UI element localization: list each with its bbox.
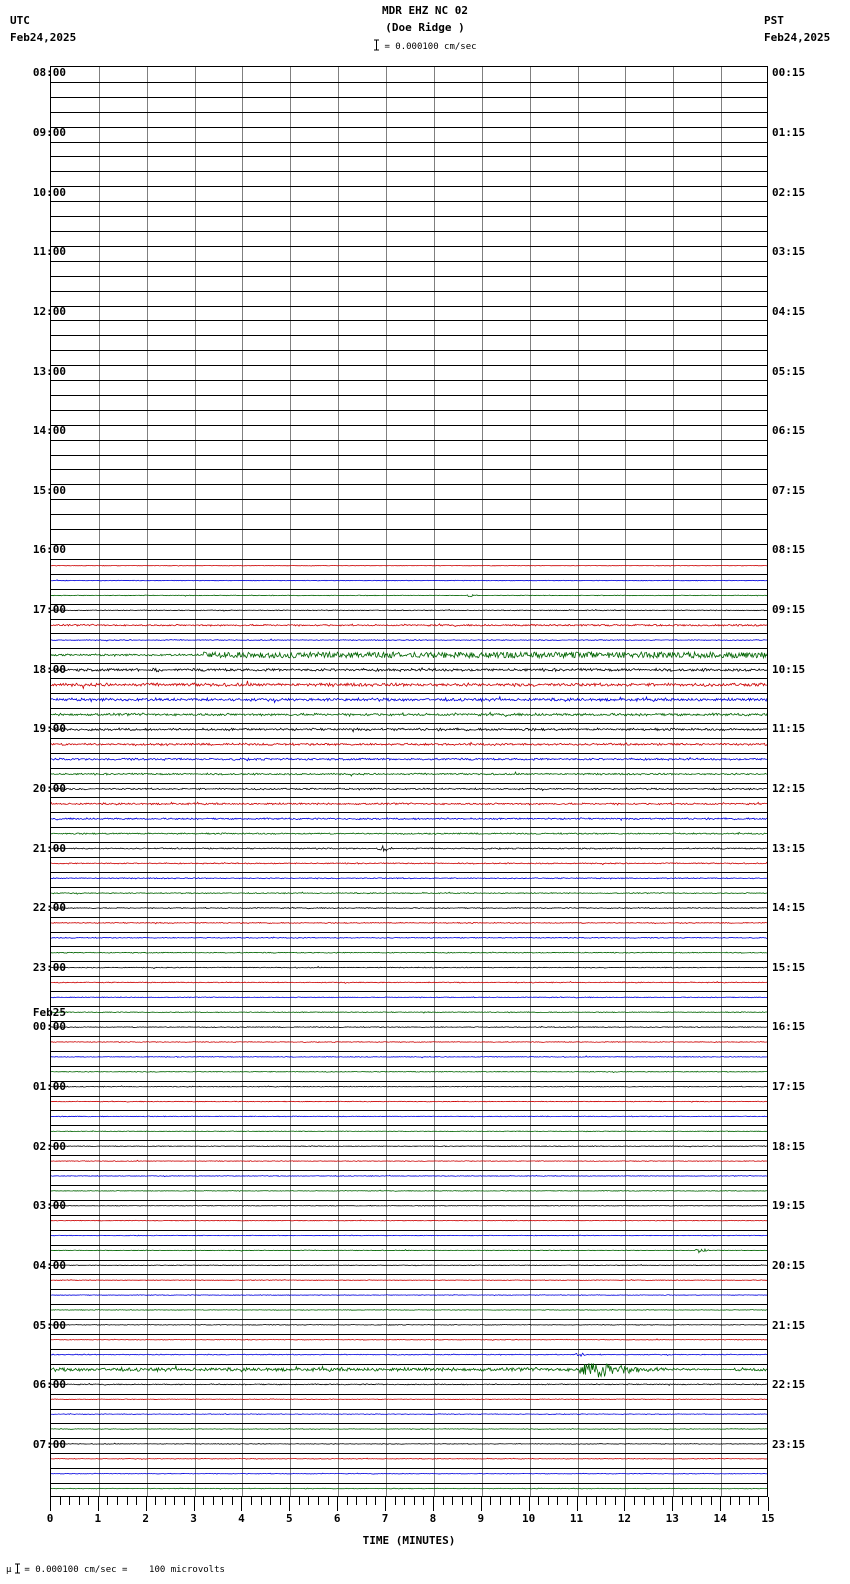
x-tick-label-2: 2	[142, 1512, 150, 1525]
utc-hour-label-14-00: 14:00	[32, 424, 66, 438]
trace-row-81	[51, 1280, 767, 1281]
x-tick-minor-12-4	[663, 1497, 664, 1505]
utc-hour-label-02-00: 02:00	[32, 1139, 66, 1153]
utc-hour-label-08-00: 08:00	[32, 66, 66, 80]
trace-row-89	[51, 1399, 767, 1400]
x-tick-minor-1-3	[127, 1497, 128, 1505]
seismic-trace-layer	[51, 67, 767, 1496]
x-tick-minor-12-1	[634, 1497, 635, 1505]
trace-row-68	[51, 1086, 767, 1087]
x-tick-minor-7-3	[414, 1497, 415, 1505]
x-tick-minor-5-2	[308, 1497, 309, 1505]
x-tick-minor-11-2	[596, 1497, 597, 1505]
pst-hour-label-06-15: 06:15	[772, 424, 806, 438]
x-tick-label-15: 15	[761, 1512, 775, 1525]
x-tick-minor-12-2	[644, 1497, 645, 1505]
trace-row-82	[51, 1295, 767, 1296]
trace-row-95	[51, 1488, 767, 1489]
x-tick-minor-7-4	[423, 1497, 424, 1505]
pst-hour-label-10-15: 10:15	[772, 662, 806, 676]
x-tick-label-12: 12	[617, 1512, 632, 1525]
utc-hour-label-22-00: 22:00	[32, 901, 66, 915]
x-tick-major-12	[624, 1497, 625, 1511]
trace-row-40	[51, 668, 767, 672]
trace-row-34	[51, 580, 767, 581]
x-tick-minor-10-4	[567, 1497, 568, 1505]
trace-row-79	[51, 1249, 767, 1253]
x-tick-major-3	[194, 1497, 195, 1511]
station-title: MDR EHZ NC 02	[381, 4, 469, 17]
trace-row-70	[51, 1116, 767, 1117]
x-tick-label-5: 5	[286, 1512, 293, 1525]
pst-hour-label-00-15: 00:15	[772, 66, 806, 80]
trace-row-62	[51, 997, 767, 998]
utc-hour-label-10-00: 10:00	[32, 185, 66, 199]
x-tick-minor-9-3	[510, 1497, 511, 1505]
trace-row-43	[51, 712, 767, 716]
x-tick-minor-14-2	[739, 1497, 740, 1505]
x-tick-label-6: 6	[333, 1512, 341, 1525]
trace-row-54	[51, 878, 767, 879]
utc-hour-label-09-00: 09:00	[32, 126, 66, 140]
x-tick-minor-5-4	[328, 1497, 329, 1505]
utc-hour-label-21-00: 21:00	[32, 841, 66, 855]
utc-hour-label-17-00: 17:00	[32, 603, 66, 617]
utc-hour-label-16-00: 16:00	[32, 543, 66, 557]
x-tick-minor-9-4	[519, 1497, 520, 1505]
x-tick-minor-9-2	[500, 1497, 501, 1505]
x-tick-major-0	[50, 1497, 51, 1511]
x-tick-minor-8-2	[452, 1497, 453, 1505]
pst-hour-label-18-15: 18:15	[772, 1139, 806, 1153]
x-tick-minor-6-1	[347, 1497, 348, 1505]
x-tick-minor-8-3	[462, 1497, 463, 1505]
utc-hour-label-06-00: 06:00	[32, 1378, 66, 1392]
x-tick-minor-1-2	[117, 1497, 118, 1505]
trace-row-47	[51, 772, 767, 776]
x-tick-minor-13-4	[711, 1497, 712, 1505]
x-tick-minor-11-3	[605, 1497, 606, 1505]
scale-bar-legend	[0, 39, 850, 54]
trace-row-38	[51, 639, 767, 641]
trace-row-71	[51, 1131, 767, 1132]
trace-row-78	[51, 1235, 767, 1236]
trace-row-57	[51, 922, 767, 923]
x-tick-minor-11-1	[586, 1497, 587, 1505]
utc-hour-label-04-00: 04:00	[32, 1258, 66, 1272]
x-tick-minor-6-3	[366, 1497, 367, 1505]
trace-row-83	[51, 1309, 767, 1310]
trace-row-59	[51, 952, 767, 953]
trace-row-67	[51, 1071, 767, 1072]
pst-hour-label-22-15: 22:15	[772, 1378, 806, 1392]
helicorder-plot-area[interactable]	[50, 66, 768, 1497]
trace-row-92	[51, 1443, 767, 1444]
trace-row-60	[51, 967, 767, 969]
trace-row-80	[51, 1265, 767, 1266]
trace-row-84	[51, 1324, 767, 1325]
scale-ibar-icon	[373, 39, 380, 54]
x-tick-minor-13-3	[701, 1497, 702, 1505]
trace-row-46	[51, 758, 767, 761]
footer-ibar-icon	[14, 1563, 21, 1577]
x-tick-minor-4-2	[261, 1497, 262, 1505]
x-tick-minor-3-2	[213, 1497, 214, 1505]
pst-hour-label-21-15: 21:15	[772, 1318, 806, 1332]
x-tick-major-8	[433, 1497, 434, 1511]
trace-row-74	[51, 1175, 767, 1176]
trace-row-86	[51, 1353, 767, 1356]
x-tick-minor-13-2	[691, 1497, 692, 1505]
x-tick-label-0: 0	[46, 1512, 54, 1525]
x-tick-minor-3-4	[232, 1497, 233, 1505]
trace-row-73	[51, 1160, 767, 1161]
utc-hour-label-23-00: 23:00	[32, 960, 66, 974]
trace-row-52	[51, 846, 767, 851]
x-tick-label-8: 8	[429, 1512, 437, 1525]
x-tick-minor-0-4	[88, 1497, 89, 1505]
x-tick-minor-9-1	[490, 1497, 491, 1505]
trace-row-49	[51, 802, 767, 805]
utc-hour-label-00-00: 00:00	[32, 1020, 66, 1034]
trace-row-44	[51, 728, 767, 732]
x-axis-ticks	[50, 1497, 768, 1511]
utc-hour-label-20-00: 20:00	[32, 781, 66, 795]
x-tick-major-14	[720, 1497, 721, 1511]
pst-hour-label-09-15: 09:15	[772, 603, 806, 617]
pst-hour-label-23-15: 23:15	[772, 1437, 806, 1451]
scale-bar-text: = 0.000100 cm/sec	[384, 42, 477, 52]
utc-hour-label-01-00: 01:00	[32, 1080, 66, 1094]
pst-hour-label-13-15: 13:15	[772, 841, 806, 855]
x-tick-minor-1-4	[136, 1497, 137, 1505]
x-tick-major-1	[98, 1497, 99, 1511]
trace-row-58	[51, 937, 767, 938]
trace-row-33	[51, 565, 767, 566]
x-tick-major-10	[529, 1497, 530, 1511]
trace-row-45	[51, 742, 767, 745]
trace-row-37	[51, 624, 767, 627]
x-tick-minor-2-4	[184, 1497, 185, 1505]
x-tick-major-11	[577, 1497, 578, 1511]
pst-hour-label-17-15: 17:15	[772, 1080, 806, 1094]
x-tick-minor-2-3	[174, 1497, 175, 1505]
pst-hour-label-19-15: 19:15	[772, 1199, 806, 1213]
footer-text: = 0.000100 cm/sec = 100 microvolts	[24, 1565, 225, 1575]
trace-row-87	[51, 1363, 767, 1377]
trace-row-77	[51, 1220, 767, 1221]
trace-row-94	[51, 1473, 767, 1474]
pst-hour-label-03-15: 03:15	[772, 245, 806, 259]
x-tick-minor-8-1	[443, 1497, 444, 1505]
pst-hour-label-16-15: 16:15	[772, 1020, 806, 1034]
pst-hour-label-08-15: 08:15	[772, 543, 806, 557]
day-boundary-label: Feb25	[32, 1006, 66, 1020]
x-tick-major-9	[481, 1497, 482, 1511]
utc-hour-label-07-00: 07:00	[32, 1437, 66, 1451]
x-tick-minor-7-1	[395, 1497, 396, 1505]
trace-row-35	[51, 595, 767, 597]
x-tick-major-4	[241, 1497, 242, 1511]
trace-row-39	[51, 652, 767, 658]
trace-row-48	[51, 788, 767, 790]
trace-row-69	[51, 1101, 767, 1102]
x-tick-label-11: 11	[569, 1512, 584, 1525]
x-tick-minor-1-1	[107, 1497, 108, 1505]
x-tick-minor-14-1	[730, 1497, 731, 1505]
x-tick-major-15	[768, 1497, 769, 1511]
x-tick-label-3: 3	[190, 1512, 197, 1525]
trace-row-66	[51, 1056, 767, 1058]
trace-row-90	[51, 1414, 767, 1415]
x-tick-major-5	[289, 1497, 290, 1511]
x-tick-minor-5-3	[318, 1497, 319, 1505]
x-tick-minor-14-3	[749, 1497, 750, 1505]
x-tick-minor-6-2	[356, 1497, 357, 1505]
utc-hour-label-19-00: 19:00	[32, 722, 66, 736]
trace-row-72	[51, 1146, 767, 1147]
x-tick-major-2	[146, 1497, 147, 1511]
x-tick-minor-11-4	[615, 1497, 616, 1505]
x-tick-minor-4-3	[270, 1497, 271, 1505]
x-tick-minor-12-3	[653, 1497, 654, 1505]
utc-hour-label-15-00: 15:00	[32, 483, 66, 497]
x-tick-label-7: 7	[381, 1512, 389, 1525]
footer-scale-note	[6, 1563, 225, 1577]
utc-hour-label-12-00: 12:00	[32, 304, 66, 318]
x-tick-major-13	[672, 1497, 673, 1511]
pst-hour-label-05-15: 05:15	[772, 364, 806, 378]
utc-hour-label-18-00: 18:00	[32, 662, 66, 676]
x-tick-minor-7-2	[404, 1497, 405, 1505]
pst-hour-label-02-15: 02:15	[772, 185, 806, 199]
footer-mu-glyph: µ	[6, 1565, 12, 1575]
x-tick-label-13: 13	[665, 1512, 679, 1525]
pst-hour-label-04-15: 04:15	[772, 304, 806, 318]
utc-hour-label-05-00: 05:00	[32, 1318, 66, 1332]
utc-timezone-label: UTC	[10, 14, 30, 27]
x-tick-minor-10-3	[557, 1497, 558, 1505]
pst-hour-label-15-15: 15:15	[772, 960, 806, 974]
trace-row-63	[51, 1012, 767, 1013]
pst-hour-label-01-15: 01:15	[772, 126, 806, 140]
trace-row-65	[51, 1041, 767, 1042]
trace-row-55	[51, 892, 767, 894]
x-tick-minor-8-4	[471, 1497, 472, 1505]
trace-row-61	[51, 982, 767, 984]
x-tick-minor-3-3	[222, 1497, 223, 1505]
trace-row-85	[51, 1339, 767, 1340]
pst-timezone-label: PST	[764, 14, 784, 27]
trace-row-93	[51, 1458, 767, 1459]
x-tick-label-10: 10	[522, 1512, 536, 1525]
x-tick-minor-6-4	[375, 1497, 376, 1505]
x-tick-minor-4-1	[251, 1497, 252, 1505]
trace-row-50	[51, 818, 767, 821]
x-tick-minor-2-1	[155, 1497, 156, 1505]
x-tick-label-9: 9	[477, 1512, 485, 1525]
x-tick-major-7	[385, 1497, 386, 1511]
x-tick-label-4: 4	[238, 1512, 245, 1525]
x-tick-minor-5-1	[299, 1497, 300, 1505]
utc-date-label: Feb24,2025	[10, 31, 77, 44]
x-tick-minor-14-4	[758, 1497, 759, 1505]
trace-row-53	[51, 862, 767, 865]
x-tick-minor-0-3	[79, 1497, 80, 1505]
x-tick-minor-0-1	[60, 1497, 61, 1505]
utc-hour-label-11-00: 11:00	[32, 245, 66, 259]
pst-hour-label-20-15: 20:15	[772, 1258, 806, 1272]
trace-row-36	[51, 610, 767, 612]
x-tick-label-1: 1	[94, 1512, 102, 1525]
x-tick-minor-10-1	[538, 1497, 539, 1505]
x-tick-minor-10-2	[548, 1497, 549, 1505]
trace-row-75	[51, 1190, 767, 1191]
x-tick-label-14: 14	[713, 1512, 727, 1525]
pst-date-label: Feb24,2025	[764, 31, 831, 44]
pst-hour-label-12-15: 12:15	[772, 781, 806, 795]
utc-hour-label-13-00: 13:00	[32, 364, 66, 378]
station-name: (Doe Ridge )	[385, 21, 465, 34]
trace-row-41	[51, 681, 767, 689]
x-tick-major-6	[337, 1497, 338, 1511]
x-tick-minor-0-2	[69, 1497, 70, 1505]
trace-row-56	[51, 907, 767, 909]
trace-row-64	[51, 1026, 767, 1027]
pst-hour-label-07-15: 07:15	[772, 483, 806, 497]
pst-hour-label-11-15: 11:15	[772, 722, 806, 736]
x-tick-minor-13-1	[682, 1497, 683, 1505]
trace-row-51	[51, 832, 767, 834]
utc-hour-label-03-00: 03:00	[32, 1199, 66, 1213]
x-tick-minor-2-2	[165, 1497, 166, 1505]
trace-row-88	[51, 1384, 767, 1386]
x-axis-title: TIME (MINUTES)	[362, 1534, 456, 1547]
x-tick-minor-3-1	[203, 1497, 204, 1505]
pst-hour-label-14-15: 14:15	[772, 901, 806, 915]
trace-row-42	[51, 697, 767, 703]
trace-row-91	[51, 1428, 767, 1429]
trace-row-76	[51, 1205, 767, 1206]
x-tick-minor-4-4	[280, 1497, 281, 1505]
